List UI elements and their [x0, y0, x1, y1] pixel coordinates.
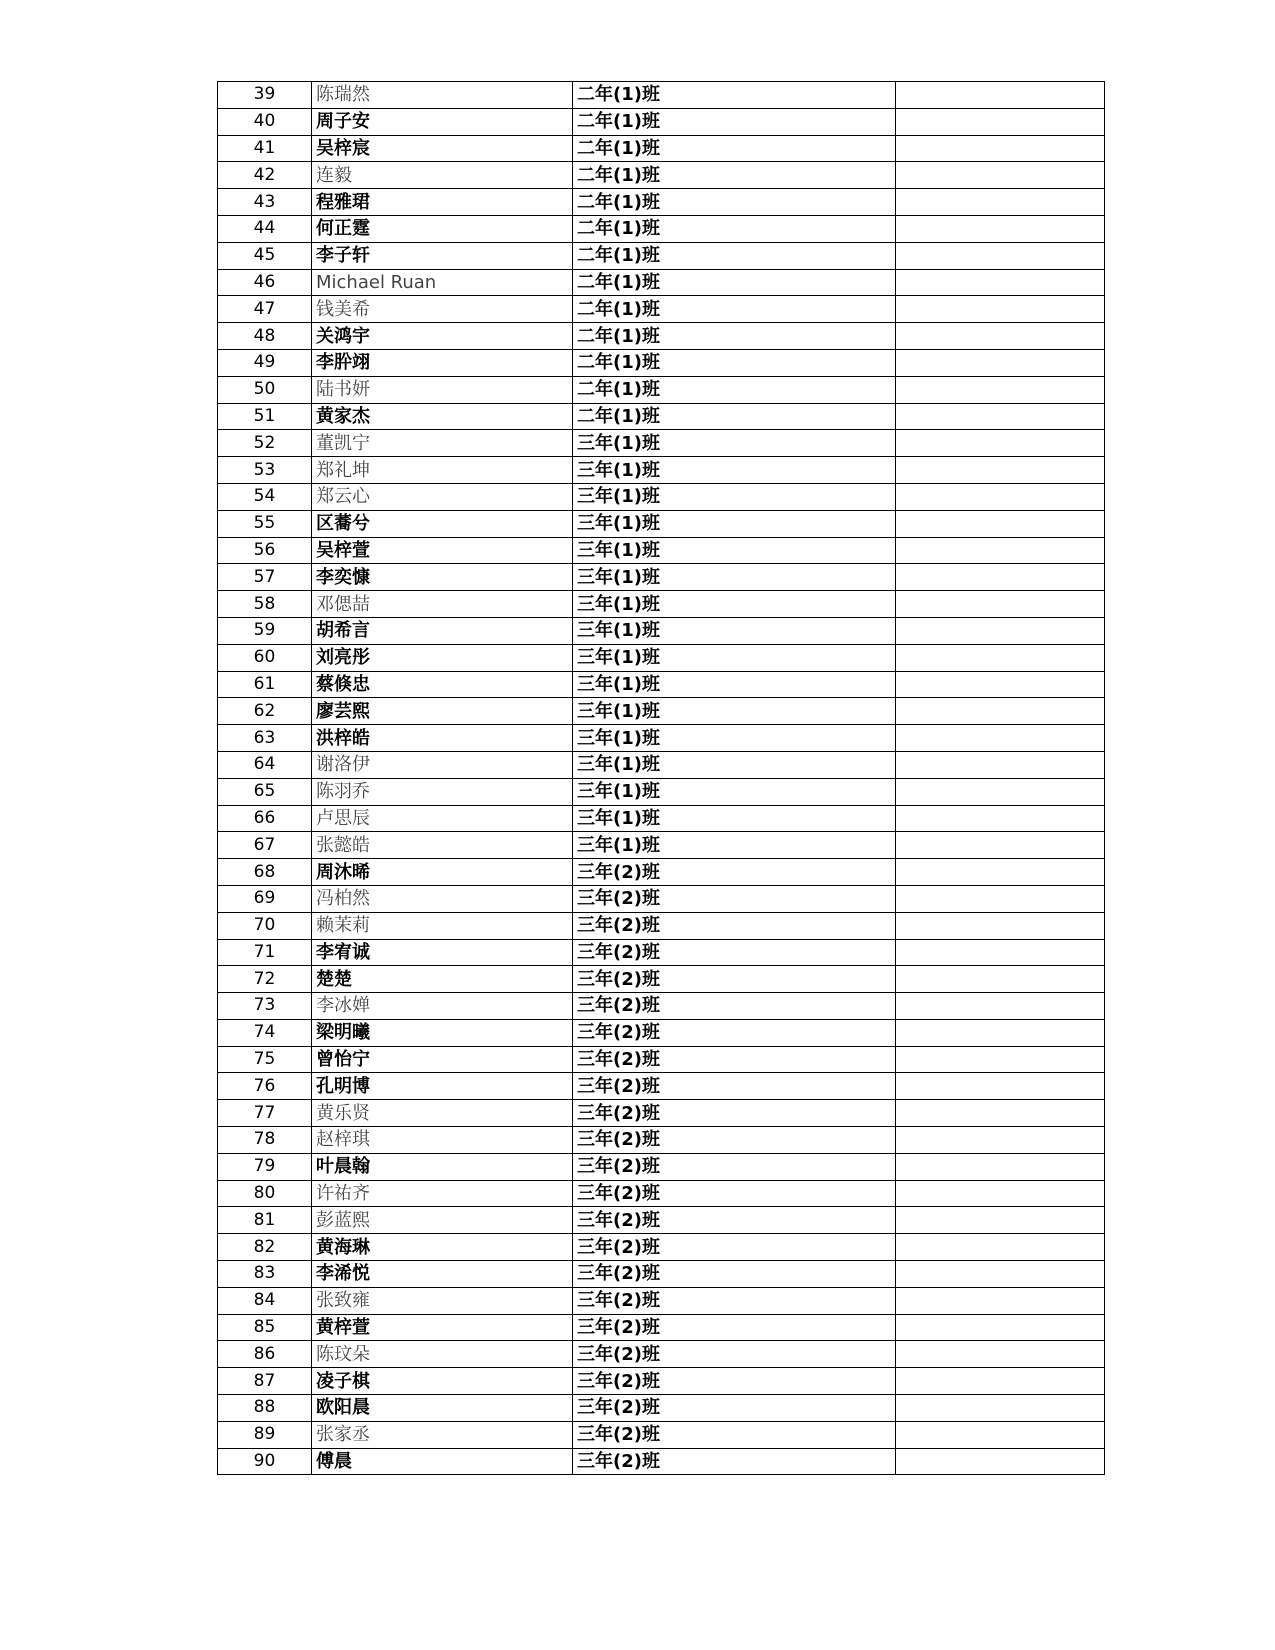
student-name-cell: 梁明曦	[312, 1019, 573, 1046]
class-name-cell: 三年(2)班	[573, 1234, 896, 1261]
table-row	[218, 215, 1105, 242]
row-number-cell: 56	[218, 537, 312, 564]
table-row	[218, 1287, 1105, 1314]
table-row	[218, 1100, 1105, 1127]
student-name-cell: 吴梓萱	[312, 537, 573, 564]
table-row	[218, 162, 1105, 189]
row-number-cell: 83	[218, 1261, 312, 1288]
row-number-cell: 85	[218, 1314, 312, 1341]
student-name-cell: 李肸翊	[312, 349, 573, 376]
row-number-cell: 40	[218, 108, 312, 135]
row-number-cell: 62	[218, 698, 312, 725]
table-row	[218, 1180, 1105, 1207]
student-name-cell: 郑礼坤	[312, 457, 573, 484]
row-number-cell: 75	[218, 1046, 312, 1073]
table-row	[218, 269, 1105, 296]
note-cell	[896, 1207, 1105, 1234]
table-row	[218, 349, 1105, 376]
row-number-cell: 65	[218, 778, 312, 805]
class-name-cell: 三年(1)班	[573, 805, 896, 832]
table-row	[218, 1421, 1105, 1448]
note-cell	[896, 1341, 1105, 1368]
student-name-cell: 张致雍	[312, 1287, 573, 1314]
class-name-cell: 三年(1)班	[573, 644, 896, 671]
student-name-cell: Michael Ruan	[312, 269, 573, 296]
row-number-cell: 44	[218, 215, 312, 242]
table-row	[218, 671, 1105, 698]
row-number-cell: 45	[218, 242, 312, 269]
student-name-cell: 黄家杰	[312, 403, 573, 430]
class-name-cell: 三年(2)班	[573, 1100, 896, 1127]
table-row	[218, 1073, 1105, 1100]
note-cell	[896, 778, 1105, 805]
class-name-cell: 三年(1)班	[573, 483, 896, 510]
note-cell	[896, 1368, 1105, 1395]
table-row	[218, 323, 1105, 350]
row-number-cell: 80	[218, 1180, 312, 1207]
note-cell	[896, 1153, 1105, 1180]
row-number-cell: 78	[218, 1127, 312, 1154]
table-row	[218, 135, 1105, 162]
student-name-cell: 陆书妍	[312, 376, 573, 403]
note-cell	[896, 885, 1105, 912]
student-name-cell: 钱美希	[312, 296, 573, 323]
table-row	[218, 483, 1105, 510]
row-number-cell: 41	[218, 135, 312, 162]
row-number-cell: 87	[218, 1368, 312, 1395]
row-number-cell: 57	[218, 564, 312, 591]
class-name-cell: 三年(2)班	[573, 993, 896, 1020]
class-name-cell: 二年(1)班	[573, 323, 896, 350]
table-row	[218, 859, 1105, 886]
class-name-cell: 二年(1)班	[573, 376, 896, 403]
class-name-cell: 三年(2)班	[573, 1153, 896, 1180]
class-name-cell: 三年(1)班	[573, 457, 896, 484]
row-number-cell: 54	[218, 483, 312, 510]
class-name-cell: 三年(1)班	[573, 537, 896, 564]
note-cell	[896, 215, 1105, 242]
class-name-cell: 二年(1)班	[573, 82, 896, 109]
student-name-cell: 李子轩	[312, 242, 573, 269]
note-cell	[896, 966, 1105, 993]
class-name-cell: 三年(1)班	[573, 591, 896, 618]
class-name-cell: 三年(2)班	[573, 1341, 896, 1368]
note-cell	[896, 832, 1105, 859]
table-row	[218, 1207, 1105, 1234]
note-cell	[896, 296, 1105, 323]
student-name-cell: 李浠悦	[312, 1261, 573, 1288]
note-cell	[896, 1100, 1105, 1127]
student-name-cell: 李宥诚	[312, 939, 573, 966]
class-name-cell: 二年(1)班	[573, 269, 896, 296]
note-cell	[896, 1234, 1105, 1261]
row-number-cell: 42	[218, 162, 312, 189]
row-number-cell: 70	[218, 912, 312, 939]
note-cell	[896, 349, 1105, 376]
note-cell	[896, 591, 1105, 618]
table-row	[218, 376, 1105, 403]
row-number-cell: 67	[218, 832, 312, 859]
student-name-cell: 吴梓宸	[312, 135, 573, 162]
table-row	[218, 1341, 1105, 1368]
student-name-cell: 黄乐贤	[312, 1100, 573, 1127]
student-name-cell: 董凯宁	[312, 430, 573, 457]
table-row	[218, 1368, 1105, 1395]
student-name-cell: 黄梓萱	[312, 1314, 573, 1341]
row-number-cell: 68	[218, 859, 312, 886]
student-name-cell: 郑云心	[312, 483, 573, 510]
note-cell	[896, 1127, 1105, 1154]
row-number-cell: 69	[218, 885, 312, 912]
row-number-cell: 48	[218, 323, 312, 350]
student-name-cell: 何正霆	[312, 215, 573, 242]
class-name-cell: 三年(2)班	[573, 1287, 896, 1314]
student-list-table	[217, 81, 1105, 1475]
class-name-cell: 三年(1)班	[573, 430, 896, 457]
student-name-cell: 曾怡宁	[312, 1046, 573, 1073]
note-cell	[896, 698, 1105, 725]
table-row	[218, 296, 1105, 323]
note-cell	[896, 1046, 1105, 1073]
student-name-cell: 周沐晞	[312, 859, 573, 886]
student-name-cell: 程雅珺	[312, 189, 573, 216]
table-row	[218, 644, 1105, 671]
student-name-cell: 刘亮彤	[312, 644, 573, 671]
table-row	[218, 698, 1105, 725]
student-list-body	[218, 82, 1105, 1475]
note-cell	[896, 376, 1105, 403]
table-row	[218, 457, 1105, 484]
table-row	[218, 778, 1105, 805]
note-cell	[896, 162, 1105, 189]
row-number-cell: 89	[218, 1421, 312, 1448]
note-cell	[896, 859, 1105, 886]
note-cell	[896, 644, 1105, 671]
note-cell	[896, 751, 1105, 778]
table-row	[218, 966, 1105, 993]
note-cell	[896, 1180, 1105, 1207]
class-name-cell: 三年(2)班	[573, 859, 896, 886]
note-cell	[896, 483, 1105, 510]
note-cell	[896, 1421, 1105, 1448]
student-name-cell: 孔明博	[312, 1073, 573, 1100]
row-number-cell: 47	[218, 296, 312, 323]
class-name-cell: 三年(2)班	[573, 1046, 896, 1073]
table-row	[218, 617, 1105, 644]
student-name-cell: 楚楚	[312, 966, 573, 993]
row-number-cell: 46	[218, 269, 312, 296]
class-name-cell: 三年(2)班	[573, 1448, 896, 1475]
table-row	[218, 885, 1105, 912]
row-number-cell: 50	[218, 376, 312, 403]
table-row	[218, 564, 1105, 591]
class-name-cell: 三年(2)班	[573, 1368, 896, 1395]
table-row	[218, 537, 1105, 564]
table-row	[218, 189, 1105, 216]
student-name-cell: 谢洛伊	[312, 751, 573, 778]
row-number-cell: 51	[218, 403, 312, 430]
table-row	[218, 242, 1105, 269]
table-row	[218, 832, 1105, 859]
student-name-cell: 傅晨	[312, 1448, 573, 1475]
table-row	[218, 591, 1105, 618]
class-name-cell: 三年(2)班	[573, 912, 896, 939]
note-cell	[896, 912, 1105, 939]
class-name-cell: 三年(1)班	[573, 510, 896, 537]
note-cell	[896, 1395, 1105, 1422]
student-name-cell: 卢思辰	[312, 805, 573, 832]
note-cell	[896, 537, 1105, 564]
student-name-cell: 关鸿宇	[312, 323, 573, 350]
class-name-cell: 二年(1)班	[573, 242, 896, 269]
note-cell	[896, 805, 1105, 832]
table-row	[218, 108, 1105, 135]
class-name-cell: 三年(2)班	[573, 966, 896, 993]
student-name-cell: 连毅	[312, 162, 573, 189]
student-name-cell: 蔡倏忠	[312, 671, 573, 698]
class-name-cell: 三年(2)班	[573, 1314, 896, 1341]
note-cell	[896, 1287, 1105, 1314]
row-number-cell: 49	[218, 349, 312, 376]
note-cell	[896, 269, 1105, 296]
row-number-cell: 60	[218, 644, 312, 671]
row-number-cell: 84	[218, 1287, 312, 1314]
row-number-cell: 76	[218, 1073, 312, 1100]
table-row	[218, 430, 1105, 457]
row-number-cell: 86	[218, 1341, 312, 1368]
student-name-cell: 李奕慷	[312, 564, 573, 591]
class-name-cell: 三年(2)班	[573, 1395, 896, 1422]
row-number-cell: 55	[218, 510, 312, 537]
student-name-cell: 李冰婵	[312, 993, 573, 1020]
note-cell	[896, 1448, 1105, 1475]
note-cell	[896, 671, 1105, 698]
class-name-cell: 三年(1)班	[573, 751, 896, 778]
table-row	[218, 1127, 1105, 1154]
table-row	[218, 1448, 1105, 1475]
class-name-cell: 三年(1)班	[573, 564, 896, 591]
class-name-cell: 二年(1)班	[573, 162, 896, 189]
class-name-cell: 三年(2)班	[573, 885, 896, 912]
table-row	[218, 510, 1105, 537]
student-name-cell: 廖芸熙	[312, 698, 573, 725]
student-name-cell: 冯柏然	[312, 885, 573, 912]
student-name-cell: 张懿皓	[312, 832, 573, 859]
note-cell	[896, 1073, 1105, 1100]
note-cell	[896, 939, 1105, 966]
row-number-cell: 77	[218, 1100, 312, 1127]
student-name-cell: 叶晨翰	[312, 1153, 573, 1180]
note-cell	[896, 82, 1105, 109]
class-name-cell: 二年(1)班	[573, 349, 896, 376]
table-row	[218, 1046, 1105, 1073]
note-cell	[896, 510, 1105, 537]
student-name-cell: 邓偲喆	[312, 591, 573, 618]
table-row	[218, 1395, 1105, 1422]
class-name-cell: 三年(2)班	[573, 1019, 896, 1046]
class-name-cell: 三年(2)班	[573, 1261, 896, 1288]
student-name-cell: 周子安	[312, 108, 573, 135]
student-name-cell: 胡希言	[312, 617, 573, 644]
student-name-cell: 区蕎兮	[312, 510, 573, 537]
student-name-cell: 彭蓝熙	[312, 1207, 573, 1234]
table-row	[218, 1019, 1105, 1046]
row-number-cell: 72	[218, 966, 312, 993]
table-row	[218, 725, 1105, 752]
row-number-cell: 71	[218, 939, 312, 966]
class-name-cell: 三年(2)班	[573, 1073, 896, 1100]
class-name-cell: 三年(1)班	[573, 778, 896, 805]
row-number-cell: 43	[218, 189, 312, 216]
row-number-cell: 74	[218, 1019, 312, 1046]
student-name-cell: 赵梓琪	[312, 1127, 573, 1154]
student-name-cell: 凌子棋	[312, 1368, 573, 1395]
class-name-cell: 二年(1)班	[573, 296, 896, 323]
note-cell	[896, 135, 1105, 162]
class-name-cell: 三年(2)班	[573, 1421, 896, 1448]
class-name-cell: 三年(1)班	[573, 832, 896, 859]
table-row	[218, 1153, 1105, 1180]
table-row	[218, 805, 1105, 832]
row-number-cell: 52	[218, 430, 312, 457]
row-number-cell: 90	[218, 1448, 312, 1475]
row-number-cell: 53	[218, 457, 312, 484]
table-row	[218, 1234, 1105, 1261]
class-name-cell: 三年(2)班	[573, 1127, 896, 1154]
table-row	[218, 1261, 1105, 1288]
class-name-cell: 三年(1)班	[573, 617, 896, 644]
class-name-cell: 二年(1)班	[573, 403, 896, 430]
row-number-cell: 39	[218, 82, 312, 109]
note-cell	[896, 1019, 1105, 1046]
student-name-cell: 许祐齐	[312, 1180, 573, 1207]
class-name-cell: 二年(1)班	[573, 215, 896, 242]
table-row	[218, 939, 1105, 966]
note-cell	[896, 993, 1105, 1020]
note-cell	[896, 189, 1105, 216]
student-name-cell: 洪梓皓	[312, 725, 573, 752]
student-name-cell: 陈瑞然	[312, 82, 573, 109]
class-name-cell: 三年(2)班	[573, 1180, 896, 1207]
class-name-cell: 二年(1)班	[573, 108, 896, 135]
note-cell	[896, 1314, 1105, 1341]
table-row	[218, 1314, 1105, 1341]
table-row	[218, 912, 1105, 939]
note-cell	[896, 430, 1105, 457]
class-name-cell: 三年(1)班	[573, 698, 896, 725]
note-cell	[896, 725, 1105, 752]
class-name-cell: 三年(2)班	[573, 939, 896, 966]
note-cell	[896, 242, 1105, 269]
student-name-cell: 陈羽乔	[312, 778, 573, 805]
row-number-cell: 79	[218, 1153, 312, 1180]
row-number-cell: 64	[218, 751, 312, 778]
table-row	[218, 82, 1105, 109]
class-name-cell: 二年(1)班	[573, 189, 896, 216]
row-number-cell: 59	[218, 617, 312, 644]
note-cell	[896, 1261, 1105, 1288]
row-number-cell: 66	[218, 805, 312, 832]
note-cell	[896, 403, 1105, 430]
class-name-cell: 三年(2)班	[573, 1207, 896, 1234]
class-name-cell: 三年(1)班	[573, 671, 896, 698]
note-cell	[896, 564, 1105, 591]
student-name-cell: 赖茉莉	[312, 912, 573, 939]
row-number-cell: 82	[218, 1234, 312, 1261]
table-row	[218, 403, 1105, 430]
row-number-cell: 88	[218, 1395, 312, 1422]
table-row	[218, 993, 1105, 1020]
student-name-cell: 陈玟朵	[312, 1341, 573, 1368]
class-name-cell: 三年(1)班	[573, 725, 896, 752]
note-cell	[896, 617, 1105, 644]
note-cell	[896, 323, 1105, 350]
student-name-cell: 黄海琳	[312, 1234, 573, 1261]
row-number-cell: 58	[218, 591, 312, 618]
class-name-cell: 二年(1)班	[573, 135, 896, 162]
student-name-cell: 欧阳晨	[312, 1395, 573, 1422]
note-cell	[896, 457, 1105, 484]
student-name-cell: 张家丞	[312, 1421, 573, 1448]
row-number-cell: 61	[218, 671, 312, 698]
row-number-cell: 73	[218, 993, 312, 1020]
table-row	[218, 751, 1105, 778]
row-number-cell: 63	[218, 725, 312, 752]
note-cell	[896, 108, 1105, 135]
row-number-cell: 81	[218, 1207, 312, 1234]
